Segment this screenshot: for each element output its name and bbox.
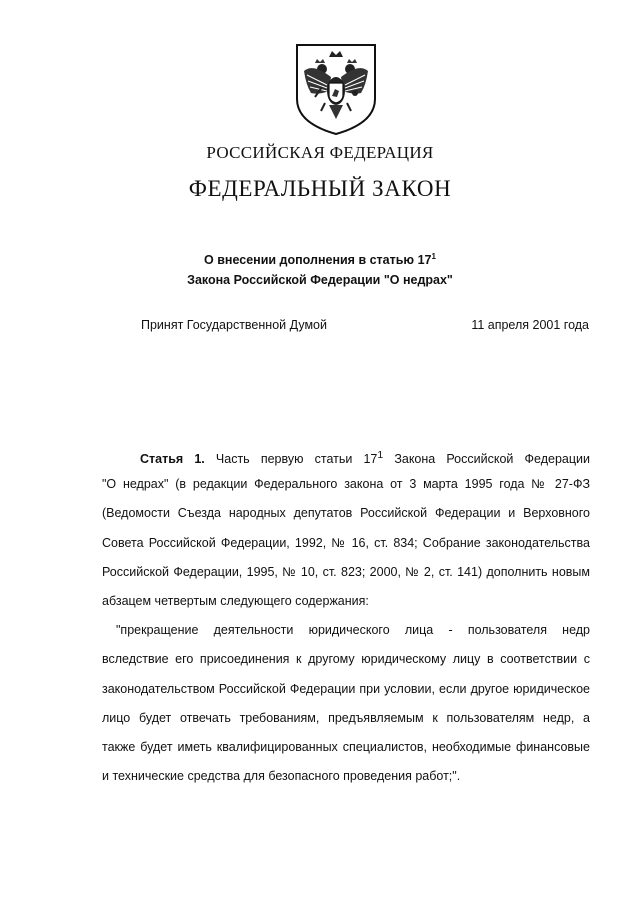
superscript: 1 bbox=[377, 450, 384, 461]
adoption-date: 11 апреля 2001 года bbox=[471, 318, 589, 332]
quote-line-2: вследствие его присоединения к другому юридическому лицу в соответствии с bbox=[102, 652, 590, 667]
article-line-1: Статья 1. Часть первую статьи $17^1$ Закона Российской Федерации bbox=[140, 450, 590, 467]
article-text bbox=[102, 441, 590, 791]
law-title-line-2: Закона Российской Федерации "О недрах" bbox=[187, 273, 453, 287]
russian-coat-of-arms-icon bbox=[291, 41, 381, 137]
article-label: Статья 1. bbox=[140, 452, 205, 467]
law-title-line-1: О внесении дополнения в статью $17^1$ bbox=[204, 252, 436, 267]
quote-line-5: также будет иметь квалифицированных специалистов, необходимые финансовые bbox=[102, 739, 590, 754]
quote-line-3: законодательством Российской Федерации при условии, если другое юридическое bbox=[102, 681, 590, 696]
quote-line-4: лицо будет отвечать требованиям, предъявляемым к пользователям недр, а bbox=[102, 710, 590, 725]
article-line-6: абзацем четвертым следующего содержания: bbox=[102, 593, 369, 608]
law-title bbox=[0, 250, 640, 290]
quote-line-1: "прекращение деятельности юридического лица - пользователя недр bbox=[116, 623, 590, 638]
superscript: 1 bbox=[431, 252, 436, 261]
article-line-2: "О недрах" (в редакции Федерального закона от 3 марта 1995 года № 27-ФЗ bbox=[102, 477, 590, 492]
article-line-3: (Ведомости Съезда народных депутатов Российской Федерации и Верховного bbox=[102, 506, 590, 521]
law-type-heading: ФЕДЕРАЛЬНЫЙ ЗАКОН bbox=[188, 176, 452, 201]
quote-line-6: и технические средства для безопасного проведения работ;". bbox=[102, 769, 461, 784]
adopted-by: Принят Государственной Думой bbox=[141, 318, 327, 332]
article-line-4: Совета Российской Федерации, 1992, № 16, ст. 834; Собрание законодательства bbox=[102, 535, 590, 550]
article-line-5: Российской Федерации, 1995, № 10, ст. 823; 2000, № 2, ст. 141) дополнить новым bbox=[102, 564, 590, 579]
country-heading: РОССИЙСКАЯ ФЕДЕРАЦИЯ bbox=[206, 143, 434, 162]
adoption-line bbox=[141, 318, 589, 332]
